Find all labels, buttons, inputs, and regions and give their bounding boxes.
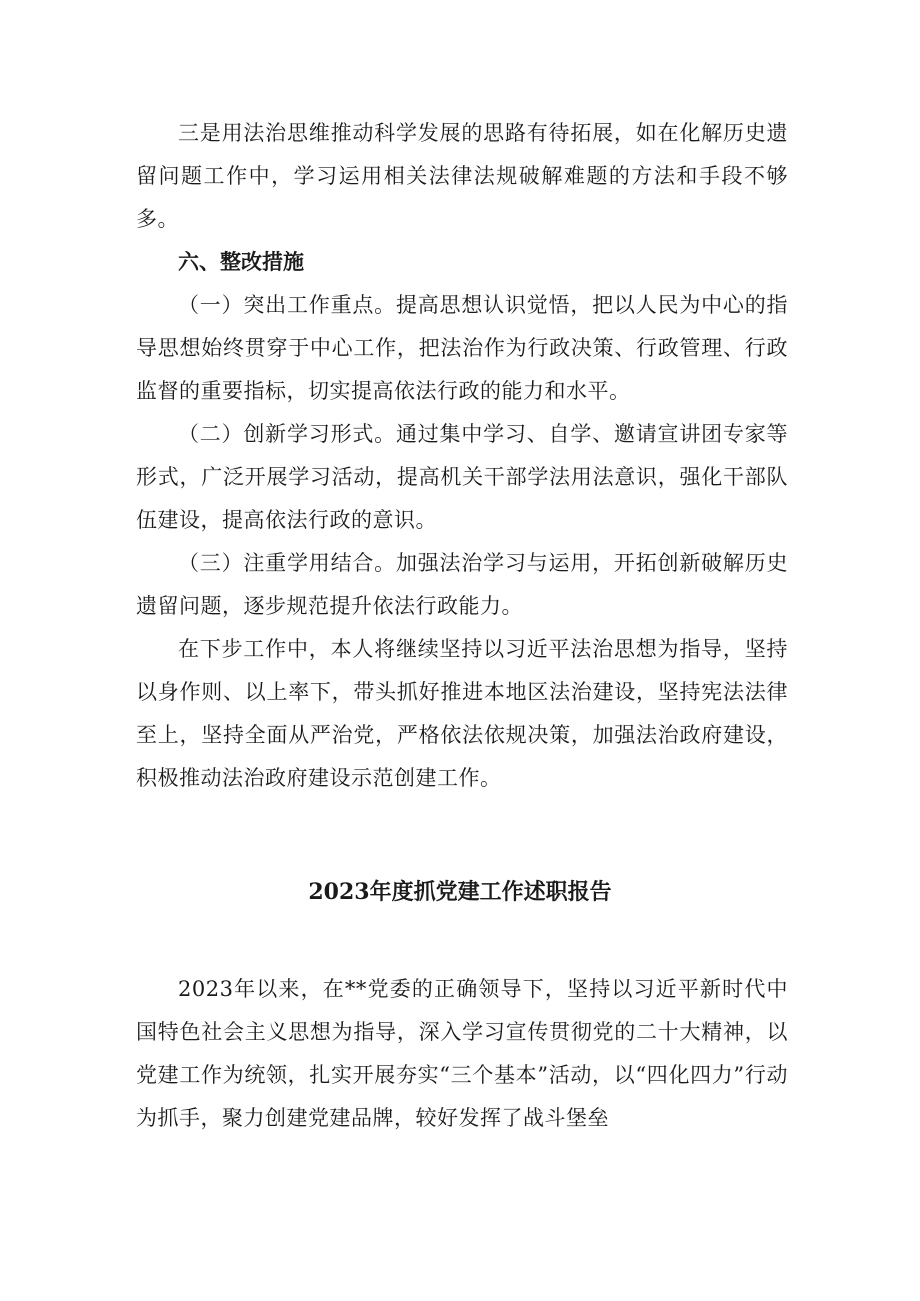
section-report-body xyxy=(136,968,788,1140)
paragraph-report-intro: 2023年以来，在**党委的正确领导下，坚持以习近平新时代中国特色社会主义思想为指导，深入学习宣传贯彻党的二十大精神，以党建工作为统领，扎实开展夯实“三个基本”活动，以“四化四力”行动为抓手，聚力创建党建品牌，较好发挥了战斗堡垒 xyxy=(136,977,788,1130)
paragraph-closing: 在下步工作中，本人将继续坚持以习近平法治思想为指导，坚持以身作则、以上率下，带头抓好推进本地区法治建设，坚持宪法法律至上，坚持全面从严治党，严格依法依规决策，加强法治政府建设，积极推动法治政府建设示范创建工作。 xyxy=(136,637,788,790)
paragraph-measure-2: （二）创新学习形式。通过集中学习、自学、邀请宣讲团专家等形式，广泛开展学习活动，提高机关干部学法用法意识，强化干部队伍建设，提高依法行政的意识。 xyxy=(136,422,788,532)
section-rectification xyxy=(136,112,788,800)
paragraph-measure-1: （一）突出工作重点。提高思想认识觉悟，把以人民为中心的指导思想始终贯穿于中心工作，把法治作为行政决策、行政管理、行政监督的重要指标，切实提高依法行政的能力和水平。 xyxy=(136,293,788,403)
heading-rectification-measures: 六、整改措施 xyxy=(178,250,304,274)
paragraph-measure-3: （三）注重学用结合。加强法治学习与运用，开拓创新破解历史遗留问题，逐步规范提升依法行政能力。 xyxy=(136,551,788,618)
report-title: 2023年度抓党建工作述职报告 xyxy=(308,879,612,905)
paragraph-issue-three: 三是用法治思维推动科学发展的思路有待拓展，如在化解历史遗留问题工作中，学习运用相关法律法规破解难题的方法和手段不够多。 xyxy=(136,121,788,231)
